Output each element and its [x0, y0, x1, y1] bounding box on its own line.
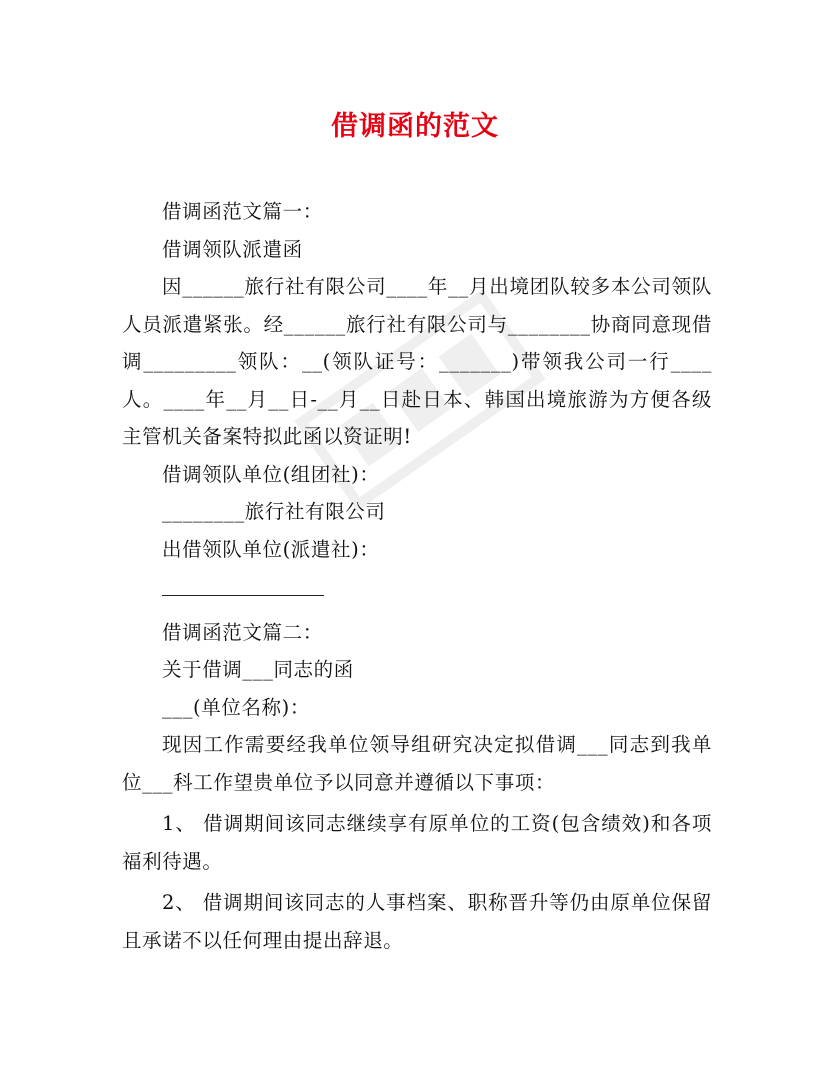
- section-heading-2: 借调函范文篇二：: [162, 620, 323, 644]
- signature-blank-line: [122, 568, 712, 606]
- borrowing-unit-name: ________旅行社有限公司: [162, 500, 386, 523]
- letter-paragraph-1: 因______旅行社有限公司____年__月出境团队较多本公司领队人员派遣紧张。经______旅行社有限公司与________协商同意现借调_________领队：__(领队证号：_______)带领我公司一行____人。____年__月__日-__月__日赴日本、韩国出境旅游为方便各级主管机关备案特拟此函以资证明!: [122, 275, 712, 448]
- blank-underline: [162, 595, 324, 596]
- letter-subject-2: 关于借调___同志的函: [162, 658, 354, 681]
- list-item-2: 2、 借调期间该同志的人事档案、职称晋升等仍由原单位保留且承诺不以任何理由提出辞退。: [122, 891, 712, 952]
- document-body: [122, 193, 712, 959]
- borrowing-unit-label: 借调领队单位(组团社)：: [162, 462, 380, 486]
- list-item-1: 1、 借调期间该同志继续享有原单位的工资(包含绩效)和各项福利待遇。: [122, 812, 712, 873]
- document-title: 借调函的范文: [331, 111, 499, 142]
- letter-paragraph-2: 现因工作需要经我单位领导组研究决定拟借调___同志到我单位___科工作望贵单位予以同意并遵循以下事项：: [122, 733, 712, 794]
- recipient-line: ___(单位名称)：: [162, 695, 310, 719]
- lending-unit-label: 出借领队单位(派遣社)：: [162, 537, 380, 561]
- section-heading-1: 借调函范文篇一：: [162, 200, 323, 223]
- letter-subject-1: 借调领队派遣函: [162, 237, 303, 261]
